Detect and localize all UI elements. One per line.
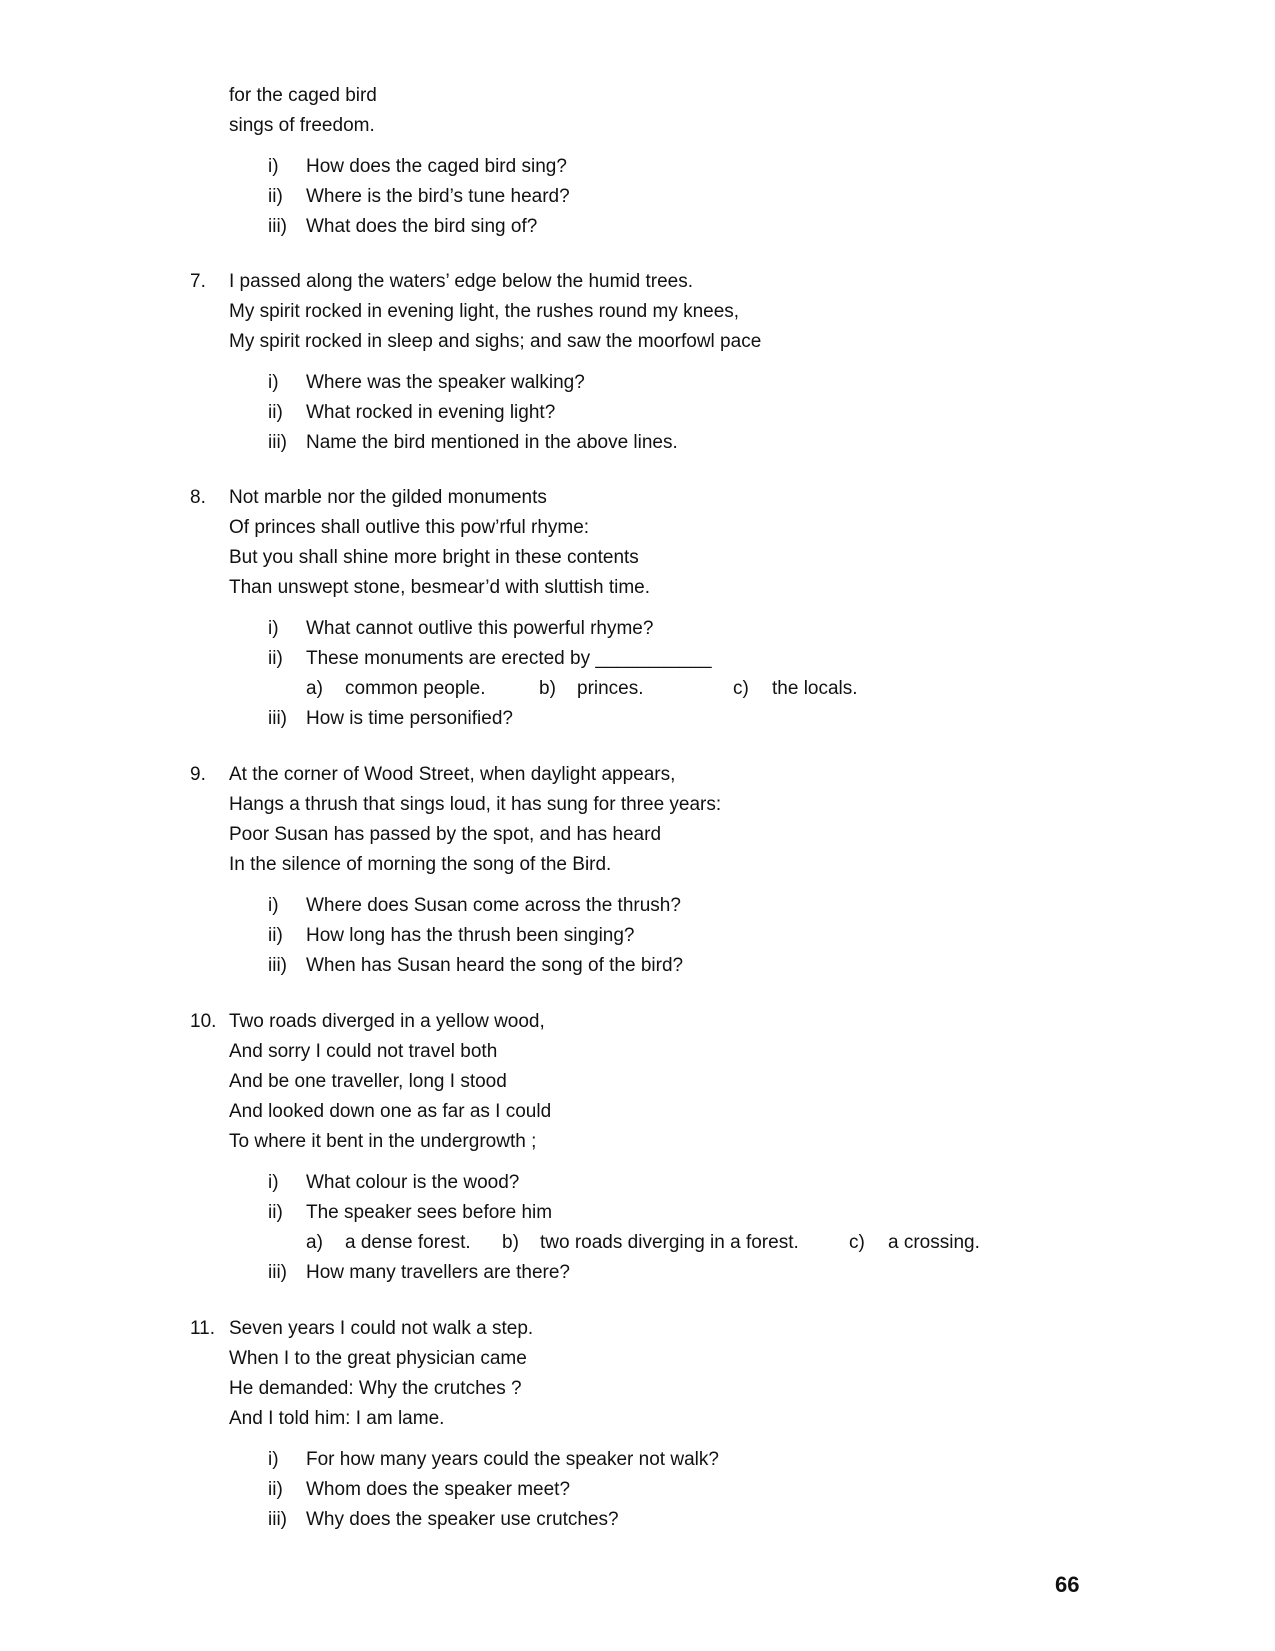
question-label: iii) [268, 1509, 287, 1530]
question-text: What colour is the wood? [306, 1172, 520, 1193]
question-label: iii) [268, 955, 287, 976]
option-text: a crossing. [888, 1232, 980, 1253]
option-label: c) [733, 678, 749, 699]
question-text: How long has the thrush been singing? [306, 925, 635, 946]
option-label: a) [306, 1232, 323, 1253]
question-text: Whom does the speaker meet? [306, 1479, 571, 1500]
question-number: 10. [190, 1011, 217, 1032]
poem-line: Not marble nor the gilded monuments [229, 487, 547, 508]
poem-line: My spirit rocked in sleep and sighs; and saw the moorfowl pace [229, 331, 762, 352]
poem-line: In the silence of morning the song of the Bird. [229, 854, 612, 875]
question-label: ii) [268, 1479, 283, 1500]
question-text: Where was the speaker walking? [306, 372, 585, 393]
question-label: iii) [268, 1262, 287, 1283]
question-text: What cannot outlive this powerful rhyme? [306, 618, 654, 639]
poem-line: I passed along the waters’ edge below the humid trees. [229, 271, 694, 292]
question-label: i) [268, 895, 279, 916]
question-text: These monuments are erected by ___________ [306, 648, 712, 669]
question-text: For how many years could the speaker not walk? [306, 1449, 719, 1470]
question-label: i) [268, 618, 279, 639]
question-label: i) [268, 1449, 279, 1470]
poem-line: for the caged bird [229, 85, 377, 106]
question-text: Name the bird mentioned in the above lines. [306, 432, 678, 453]
question-label: iii) [268, 432, 287, 453]
option-label: b) [502, 1232, 519, 1253]
question-text: When has Susan heard the song of the bird? [306, 955, 684, 976]
poem-line: And be one traveller, long I stood [229, 1071, 507, 1092]
question-label: ii) [268, 402, 283, 423]
page-number: 66 [1055, 1572, 1080, 1597]
poem-line: sings of freedom. [229, 115, 375, 136]
question-number: 11. [190, 1318, 216, 1339]
question-text: What rocked in evening light? [306, 402, 556, 423]
poem-line: And sorry I could not travel both [229, 1041, 498, 1062]
question-text: What does the bird sing of? [306, 216, 538, 237]
question-text: Why does the speaker use crutches? [306, 1509, 619, 1530]
option-label: a) [306, 678, 323, 699]
poem-line: Hangs a thrush that sings loud, it has sung for three years: [229, 794, 722, 815]
poem-line: He demanded: Why the crutches ? [229, 1378, 522, 1399]
question-label: i) [268, 372, 279, 393]
question-text: Where does Susan come across the thrush? [306, 895, 681, 916]
question-label: ii) [268, 925, 283, 946]
question-number: 8. [190, 487, 206, 508]
option-label: b) [539, 678, 556, 699]
question-text: How does the caged bird sing? [306, 156, 567, 177]
question-label: i) [268, 156, 279, 177]
option-text: common people. [345, 678, 486, 699]
poem-line: And I told him: I am lame. [229, 1408, 445, 1429]
poem-line: Of princes shall outlive this pow’rful rhyme: [229, 517, 590, 538]
question-text: Where is the bird’s tune heard? [306, 186, 570, 207]
poem-line: But you shall shine more bright in these contents [229, 547, 639, 568]
question-label: ii) [268, 648, 283, 669]
question-text: How is time personified? [306, 708, 513, 729]
question-label: i) [268, 1172, 279, 1193]
poem-line: At the corner of Wood Street, when daylight appears, [229, 764, 676, 785]
poem-line: Seven years I could not walk a step. [229, 1318, 534, 1339]
poem-line: Poor Susan has passed by the spot, and has heard [229, 824, 662, 845]
question-text: The speaker sees before him [306, 1202, 553, 1223]
option-text: two roads diverging in a forest. [540, 1232, 799, 1253]
question-label: ii) [268, 186, 283, 207]
question-text: How many travellers are there? [306, 1262, 570, 1283]
question-label: iii) [268, 708, 287, 729]
poem-line: When I to the great physician came [229, 1348, 527, 1369]
option-text: a dense forest. [345, 1232, 471, 1253]
option-text: princes. [577, 678, 644, 699]
option-text: the locals. [772, 678, 858, 699]
question-number: 7. [190, 271, 206, 292]
question-number: 9. [190, 764, 206, 785]
question-label: ii) [268, 1202, 283, 1223]
poem-line: Two roads diverged in a yellow wood, [229, 1011, 545, 1032]
option-label: c) [849, 1232, 865, 1253]
poem-line: And looked down one as far as I could [229, 1101, 552, 1122]
poem-line: To where it bent in the undergrowth ; [229, 1131, 537, 1152]
poem-line: Than unswept stone, besmear’d with sluttish time. [229, 577, 651, 598]
question-label: iii) [268, 216, 287, 237]
poem-line: My spirit rocked in evening light, the rushes round my knees, [229, 301, 740, 322]
